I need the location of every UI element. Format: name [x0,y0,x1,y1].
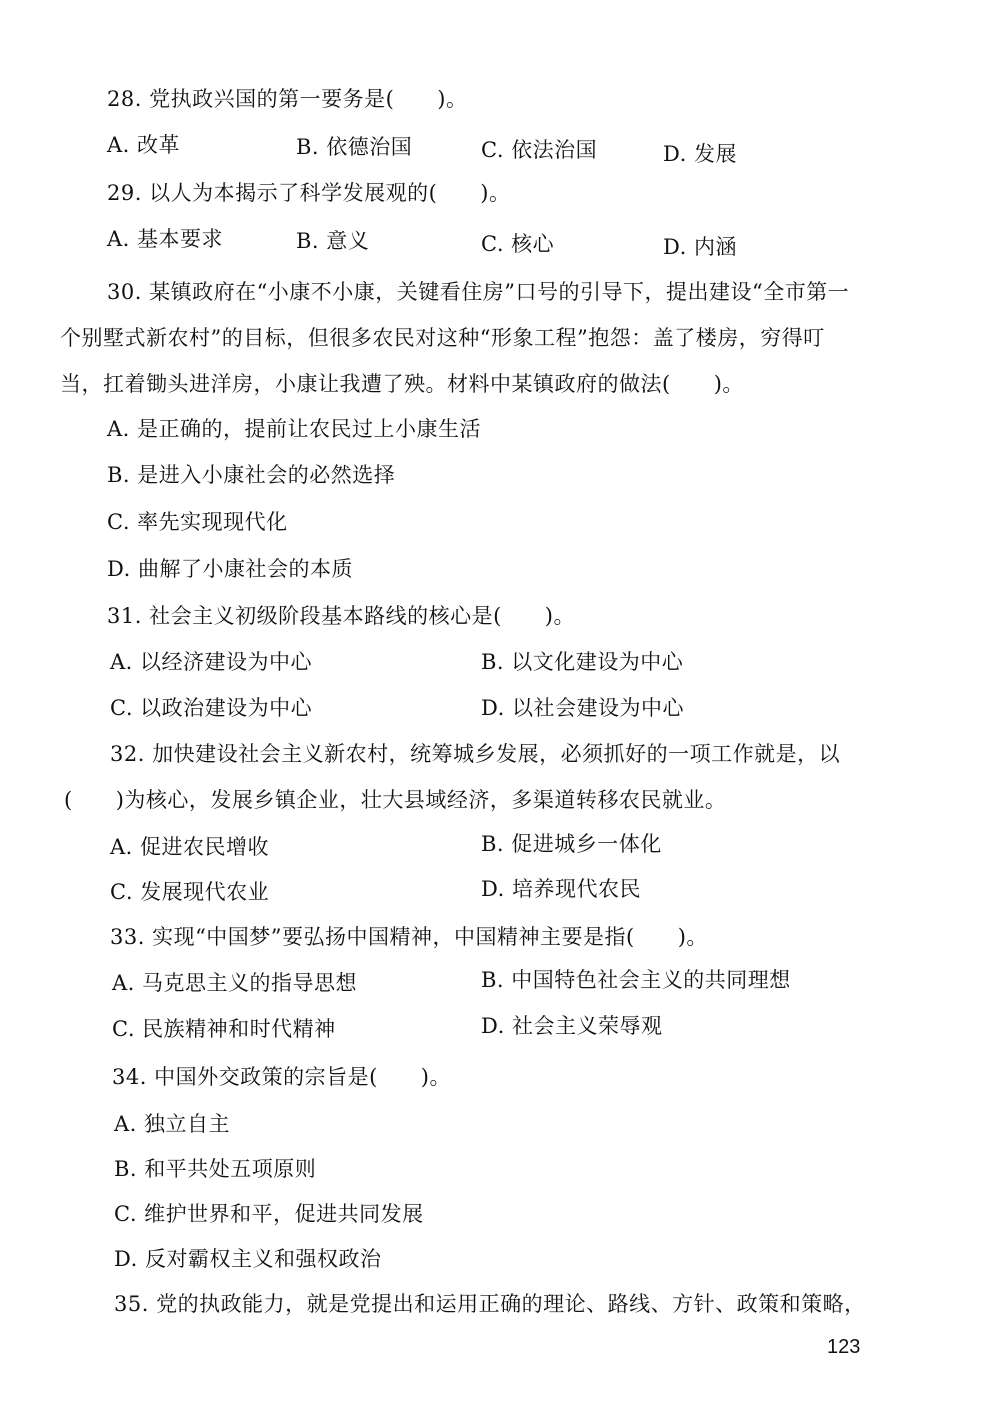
question-33-option-c: C. 民族精神和时代精神 [112,1017,336,1041]
question-32-option-d: D. 培养现代农民 [481,877,641,901]
question-31-option-b: B. 以文化建设为中心 [481,650,684,674]
question-31-option-d: D. 以社会建设为中心 [481,696,684,720]
question-33-option-b: B. 中国特色社会主义的共同理想 [481,968,791,992]
question-29-stem: 29. 以人为本揭示了科学发展观的( )。 [107,181,511,205]
question-31-option-a: A. 以经济建设为中心 [110,650,313,674]
question-32-stem-line-2: ( )为核心，发展乡镇企业，壮大县域经济，多渠道转移农民就业。 [64,788,727,812]
question-32-option-b: B. 促进城乡一体化 [481,832,662,856]
question-33-stem: 33. 实现“中国梦”要弘扬中国精神，中国精神主要是指( )。 [110,925,708,949]
question-28-option-b: B. 依德治国 [296,135,413,159]
question-30-option-c: C. 率先实现现代化 [107,510,288,534]
question-34-option-c: C. 维护世界和平，促进共同发展 [114,1202,424,1226]
question-30-option-a: A. 是正确的，提前让农民过上小康生活 [107,417,482,441]
page-number: 123 [827,1336,861,1358]
question-30-option-d: D. 曲解了小康社会的本质 [107,557,353,581]
question-30-stem-line-2: 个别墅式新农村”的目标，但很多农民对这种“形象工程”抱怨：盖了楼房，穷得叮 [60,326,825,350]
question-30-option-b: B. 是进入小康社会的必然选择 [107,463,396,487]
question-34-stem: 34. 中国外交政策的宗旨是( )。 [112,1065,451,1089]
question-30-stem-line-1: 30. 某镇政府在“小康不小康，关键看住房”口号的引导下，提出建设“全市第一 [107,280,850,304]
question-28-option-d: D. 发展 [663,142,737,166]
question-32-option-c: C. 发展现代农业 [110,880,270,904]
question-34-option-a: A. 独立自主 [114,1112,231,1136]
question-34-option-b: B. 和平共处五项原则 [114,1157,317,1181]
question-33-option-d: D. 社会主义荣辱观 [481,1014,663,1038]
question-29-option-b: B. 意义 [296,229,370,253]
question-28-option-a: A. 改革 [107,133,181,157]
question-29-option-a: A. 基本要求 [107,227,224,251]
question-31-stem: 31. 社会主义初级阶段基本路线的核心是( )。 [107,604,575,628]
question-35-stem-line-1: 35. 党的执政能力，就是党提出和运用正确的理论、路线、方针、政策和策略， [114,1292,866,1316]
question-32-stem-line-1: 32. 加快建设社会主义新农村，统筹城乡发展，必须抓好的一项工作就是，以 [110,742,841,766]
question-29-option-c: C. 核心 [481,232,555,256]
question-32-option-a: A. 促进农民增收 [110,835,270,859]
question-30-stem-line-3: 当，扛着锄头进洋房，小康让我遭了殃。材料中某镇政府的做法( )。 [60,372,744,396]
question-33-option-a: A. 马克思主义的指导思想 [112,971,358,995]
question-31-option-c: C. 以政治建设为中心 [110,696,313,720]
question-28-option-c: C. 依法治国 [481,138,598,162]
question-28-stem: 28. 党执政兴国的第一要务是( )。 [107,87,468,111]
question-34-option-d: D. 反对霸权主义和强权政治 [114,1247,382,1271]
question-29-option-d: D. 内涵 [663,235,737,259]
